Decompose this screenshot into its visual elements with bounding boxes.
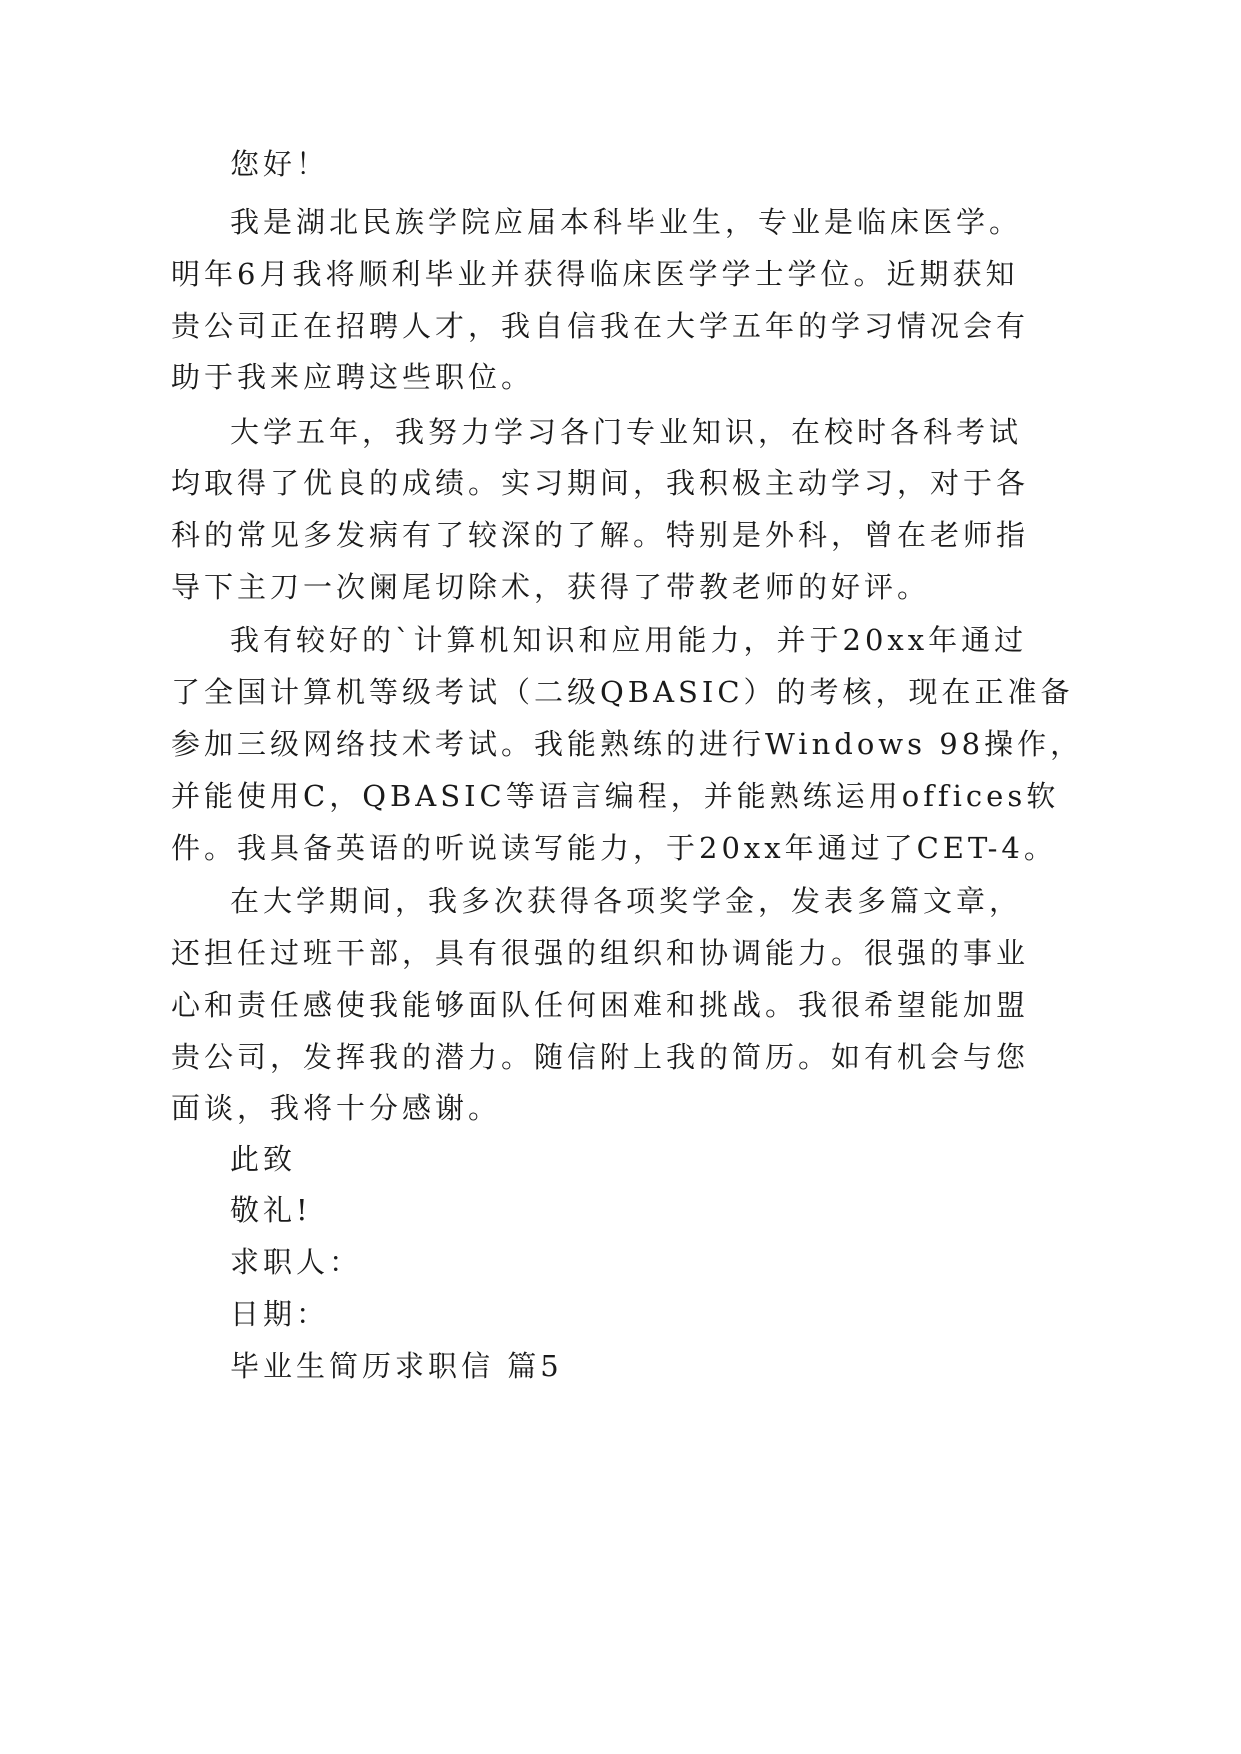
salutation: 敬礼! [230,1193,312,1227]
paragraph-4-line-4: 贵公司，发挥我的潜力。随信附上我的简历。如有机会与您 [171,1040,1030,1074]
next-section-heading: 毕业生简历求职信 篇5 [230,1349,563,1383]
paragraph-3-line-4: 并能使用C，QBASIC等语言编程，并能熟练运用offices软 [171,779,1060,813]
paragraph-1-line-2: 明年6月我将顺利毕业并获得临床医学学士学位。近期获知 [171,257,1019,291]
paragraph-2-line-4: 导下主刀一次阑尾切除术，获得了带教老师的好评。 [171,570,931,604]
paragraph-3-line-2: 了全国计算机等级考试（二级QBASIC）的考核，现在正准备 [171,675,1074,709]
greeting: 您好！ [230,147,330,181]
paragraph-1-line-3: 贵公司正在招聘人才，我自信我在大学五年的学习情况会有 [171,309,1030,343]
paragraph-4-line-1: 在大学期间，我多次获得各项奖学金，发表多篇文章， [230,884,1023,918]
date-label: 日期： [230,1297,330,1331]
paragraph-4-line-3: 心和责任感使我能够面队任何困难和挑战。我很希望能加盟 [171,988,1030,1022]
paragraph-1-line-4: 助于我来应聘这些职位。 [171,360,535,394]
paragraph-2-line-2: 均取得了优良的成绩。实习期间，我积极主动学习，对于各 [171,466,1030,500]
paragraph-3-line-1: 我有较好的`计算机知识和应用能力，并于20xx年通过 [230,623,1028,657]
paragraph-4-line-5: 面谈，我将十分感谢。 [171,1091,502,1125]
paragraph-3-line-5: 件。我具备英语的听说读写能力，于20xx年通过了CET-4。 [171,831,1057,865]
applicant-label: 求职人： [230,1245,363,1279]
paragraph-4-line-2: 还担任过班干部，具有很强的组织和协调能力。很强的事业 [171,936,1030,970]
paragraph-2-line-3: 科的常见多发病有了较深的了解。特别是外科，曾在老师指 [171,518,1030,552]
paragraph-1-line-1: 我是湖北民族学院应届本科毕业生，专业是临床医学。 [230,205,1023,239]
paragraph-2-line-1: 大学五年，我努力学习各门专业知识，在校时各科考试 [230,415,1023,449]
closing: 此致 [230,1142,297,1176]
paragraph-3-line-3: 参加三级网络技术考试。我能熟练的进行Windows 98操作， [171,727,1084,761]
